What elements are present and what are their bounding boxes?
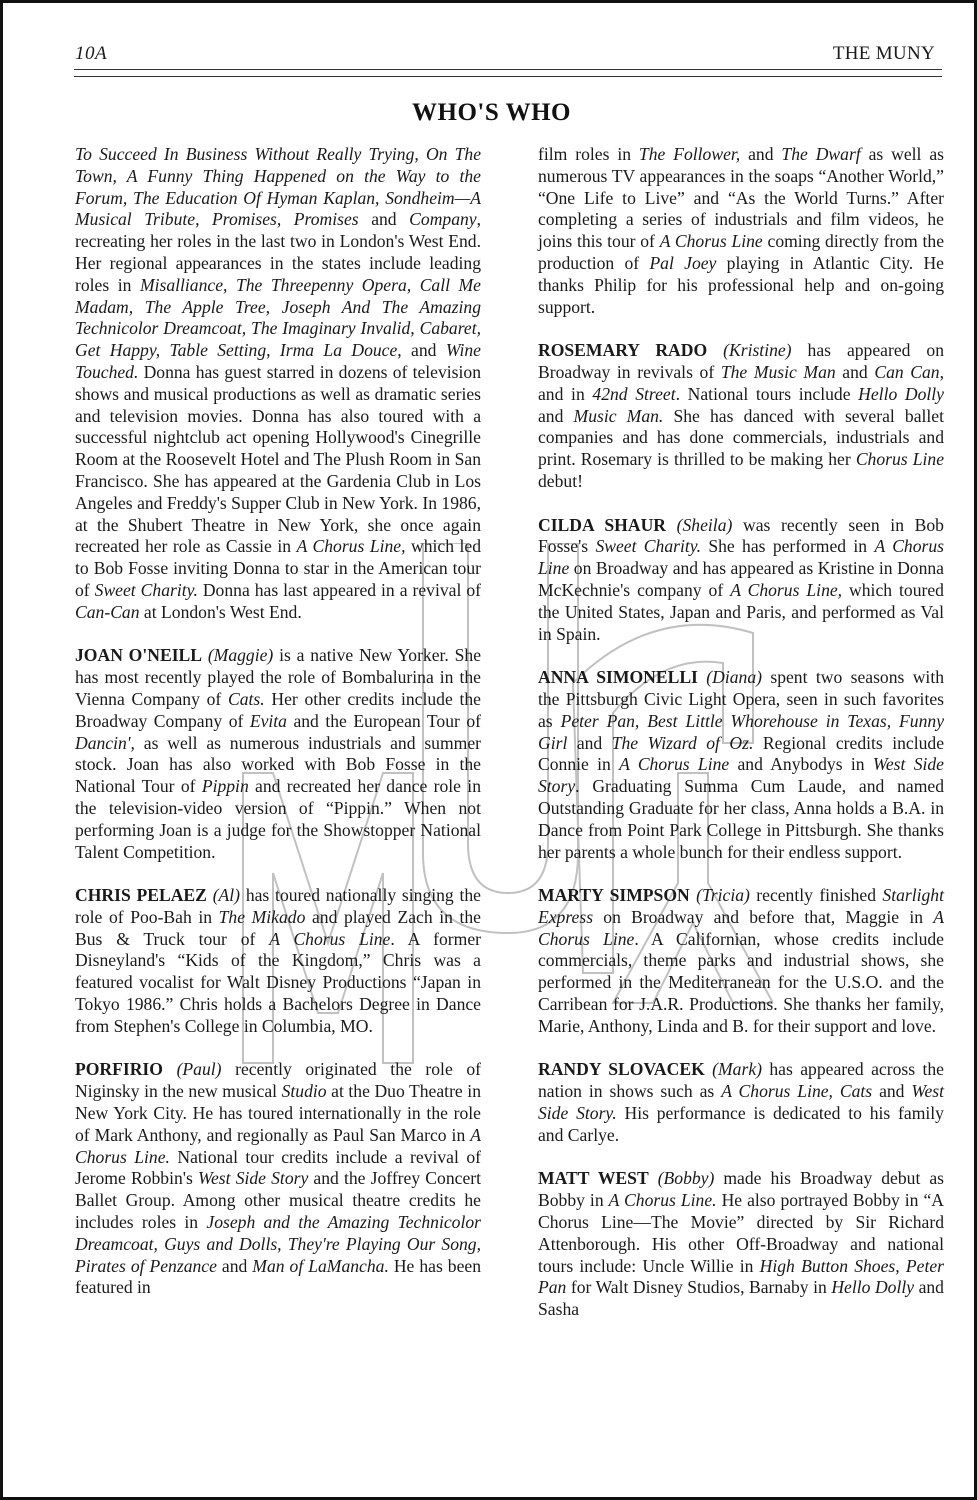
bio-text: was recently seen in Bob Fosse's (538, 514, 944, 557)
bio-entry (538, 885, 944, 1038)
italic-title-text: A Chorus Line. (608, 1190, 717, 1211)
character-role: (Diana) (706, 667, 762, 688)
italic-title-text: Pal Joey (649, 252, 717, 273)
italic-title-text: Sweet Charity. (94, 579, 198, 600)
italic-title-text: A Chorus Line, Cats (721, 1081, 873, 1102)
italic-title-text: Dancin', (75, 732, 135, 753)
bio-text: has toured nationally singing the role of Poo-Bah in (75, 885, 481, 927)
bio-text: as well as numerous TV appearances in the soaps “Another World,” “One Life to Live” and “As the World Turns.” After completing a series of industrials and film videos, he joins this tour of (538, 144, 945, 252)
bio-text: and (872, 1081, 912, 1102)
italic-title-text: Peter Pan, Best Little Whorehouse in Texas, Funny Girl (538, 710, 944, 753)
italic-title-text: West Side Story (538, 754, 944, 797)
bio-text: and Sasha (538, 1277, 944, 1320)
italic-title-text: Hello Dolly (831, 1277, 915, 1298)
bio-text: National tour credits include a revival of Jerome Robbin's (75, 1146, 481, 1189)
bio-text: He also portrayed Bobby in “A Chorus Line—The Movie” directed by Sir Richard Attenborough. His other Off-Broadway and national tours include: Uncle Willie in (538, 1190, 945, 1276)
bio-text: recently originated the role of Niginsky in the new musical (75, 1059, 481, 1102)
bio-text: at the Duo Theatre in New York City. He has toured internationally in the role of Mark Anthony, and regionally as Paul San Marco in (75, 1081, 481, 1145)
italic-title-text: A Chorus Line, (296, 536, 406, 557)
italic-title-text: The Mikado (218, 906, 306, 927)
bio-text: film roles in (538, 144, 639, 164)
header-rule-bottom (74, 76, 942, 77)
bio-text: recently finished (749, 885, 883, 906)
bio-text: for Walt Disney Studios, Barnaby in (566, 1277, 832, 1298)
character-role: (Bobby) (657, 1168, 715, 1189)
page-number: 10A (75, 43, 108, 64)
bio-continued (75, 144, 481, 624)
bio-text: Donna has last appeared in a revival of (197, 579, 481, 600)
bio-text: and (216, 1255, 253, 1276)
italic-title-text: The Wizard of Oz. (611, 732, 754, 753)
performer-name: RANDY SLOVACEK (538, 1059, 705, 1080)
bio-text: and the European Tour of (286, 710, 481, 731)
bio-text: She has danced with several ballet companies and has done commercials, industrials and print. Rosemary is thrilled to be making her (538, 405, 944, 470)
performer-name: ANNA SIMONELLI (538, 667, 698, 688)
character-role: (Mark) (712, 1059, 762, 1080)
bio-text: which led to Bob Fosse inviting Donna to star in the American tour of (75, 536, 481, 600)
bio-entry (538, 515, 944, 646)
italic-title-text: The Dwarf (781, 144, 861, 164)
bio-entry (538, 340, 944, 493)
italic-title-text: Can Can (874, 361, 940, 382)
bio-text: . A former Disneyland's “Kids of the Kingdom,” Chris was a featured vocalist for Walt Disney Productions “Japan in Tokyo 1986.” Chris holds a Bachelors Degree in Dance from Stephen's College in Columbia, MO. (75, 928, 482, 1036)
italic-title-text: Pippin (201, 776, 249, 797)
performer-name: MARTY SIMPSON (538, 885, 690, 906)
bio-text: is a native New Yorker. She has most recently played the role of Bombalurina in the Vienna Company of (75, 645, 481, 709)
bio-text: and played Zach in the Bus & Truck tour of (75, 906, 481, 949)
performer-name: JOAN O'NEILL (75, 645, 203, 666)
left-column (75, 144, 481, 1321)
bio-text: coming directly from the production of (538, 231, 945, 273)
italic-title-text: The Music Man (720, 361, 836, 382)
performer-name: PORFIRIO (75, 1059, 163, 1080)
bio-text: and Anybodys in (729, 754, 873, 775)
bio-entry (538, 1168, 944, 1321)
bio-text: debut! (538, 470, 583, 491)
performer-name: CILDA SHAUR (538, 514, 666, 535)
bio-text: and (567, 732, 612, 753)
italic-title-text: Hello Dolly (858, 383, 944, 404)
italic-title-text: A Chorus Line (269, 928, 391, 949)
bio-text: and (538, 405, 574, 426)
bio-text: , and in (538, 361, 945, 404)
bio-text: has appeared across the nation in shows such as (538, 1059, 944, 1102)
italic-title-text: West Side Story (197, 1168, 309, 1189)
italic-title-text: Joseph and the Amazing Technicolor Dreamcoat, Guys and Dolls, They're Playing Our Song, Pirates of Penzance (75, 1212, 481, 1276)
bio-text: made his Broadway debut as Bobby in (538, 1168, 944, 1211)
character-role: (Sheila) (676, 514, 733, 535)
italic-title-text: Studio (281, 1081, 327, 1102)
italic-title-text: Wine Touched. (75, 340, 481, 382)
italic-title-text: High Button Shoes, Peter Pan (538, 1255, 944, 1298)
italic-title-text: To Succeed In Business Without Really Trying, On The Town, A Funny Thing Happened on the Way to the Forum, The Education Of Hyman Kaplan, Sondheim—A Musical Tribute, Promises, Promises (75, 144, 481, 230)
italic-title-text: Man of LaMancha. (252, 1255, 389, 1276)
bio-text: on Broadway and before that, Maggie in (593, 906, 934, 927)
italic-title-text: A Chorus Line (619, 754, 730, 775)
italic-title-text: Sweet Charity. (595, 536, 701, 557)
italic-title-text: A Chorus Line, (730, 579, 843, 600)
bio-text: Her other credits include the Broadway Company of (75, 688, 481, 731)
character-role: (Paul) (176, 1059, 222, 1080)
bio-text: . National tours include (675, 383, 859, 404)
bio-text: Regional credits include Connie in (538, 732, 944, 775)
bio-text: and (358, 209, 410, 230)
bio-text: and (835, 361, 875, 382)
right-column (538, 144, 944, 1343)
bio-entry (75, 1059, 481, 1299)
italic-title-text: A Chorus Line (538, 536, 945, 579)
italic-title-text: Evita (249, 710, 287, 731)
bio-text: on Broadway and has appeared as Kristine in Donna McKechnie's company of (538, 558, 944, 600)
character-role: (Tricia) (696, 885, 750, 906)
italic-title-text: Misalliance, The Threepenny Opera, Call Me Madam, The Apple Tree, Joseph And The Amazing Technicolor Dreamcoat, The Imaginary Invalid, Cabaret, Get Happy, Table Setting, Irma La Douce, (75, 274, 481, 361)
bio-text: and (401, 340, 446, 361)
italic-title-text: Music Man. (573, 405, 664, 426)
bio-text: Donna has guest starred in dozens of television shows and musical productions as well as dramatic series and television movies. Donna has also toured with a successful nightclub act opening Hollywood's Cinegrille Room at the Roosevelt Hotel and The Plush Room in San Francisco. She has appeared at the Gardenia Club in Los Angeles and Freddy's Supper Club in New York. In 1986, at the Shubert Theatre in New York, she once again recreated her role as Cassie in (75, 361, 481, 557)
bio-text: playing in Atlantic City. He thanks Philip for his professional help and on-going support. (538, 252, 944, 317)
italic-title-text: A Chorus Line (659, 231, 763, 252)
italic-title-text: Company (409, 209, 477, 230)
bio-text: He has been featured in (75, 1255, 482, 1298)
character-role: (Kristine) (723, 340, 792, 361)
bio-text: and (740, 144, 782, 164)
bio-text: as well as numerous industrials and summer stock. Joan has also worked with Bob Fosse in the National Tour of (75, 732, 481, 797)
bio-entry (538, 667, 944, 863)
italic-title-text: West Side Story. (538, 1081, 944, 1124)
italic-title-text: 42nd Street (592, 383, 676, 404)
italic-title-text: Chorus Line (855, 449, 945, 470)
italic-title-text: Can-Can (75, 601, 140, 622)
bio-entry (75, 885, 481, 1038)
bio-text: . Graduating Summa Cum Laude, and named Outstanding Graduate for her class, Anna holds a B.A. in Dance from Point Park College in Pittsburgh. She thanks her parents a whole bunch for their endless support. (538, 776, 944, 862)
bio-text: . A Californian, whose credits include commercials, theme parks and industrial shows, she performed in the Mediterranean for the U.S.O. and the Carribean for J.A.R. Productions. She thanks her family, Marie, Anthony, Linda and B. for their support and love. (538, 928, 944, 1036)
page-title: WHO'S WHO (412, 99, 571, 126)
header-rule-top (74, 69, 942, 70)
bio-text: and the Joffrey Concert Ballet Group. Among other musical theatre credits he includes roles in (75, 1168, 481, 1233)
bio-text: , recreating her roles in the last two in London's West End. Her regional appearances in the states include leading roles in (75, 209, 481, 295)
performer-name: ROSEMARY RADO (538, 340, 708, 361)
italic-title-text: The Follower, (638, 144, 741, 164)
performer-name: CHRIS PELAEZ (75, 885, 207, 906)
performer-name: MATT WEST (538, 1168, 649, 1189)
character-role: (Maggie) (207, 645, 274, 666)
bio-text: which toured the United States, Japan and Paris, and performed as Val in Spain. (538, 579, 944, 644)
italic-title-text: Starlight Express (538, 885, 944, 927)
bio-text: has appeared on Broadway in revivals of (538, 340, 944, 382)
bio-entry (75, 645, 481, 863)
italic-title-text: A Chorus Line. (75, 1124, 481, 1167)
bio-continued (538, 144, 944, 318)
bio-text: at London's West End. (139, 601, 302, 622)
bio-entry (538, 1059, 944, 1146)
bio-text: His performance is dedicated to his family and Carlye. (538, 1103, 944, 1145)
bio-text: spent two seasons with the Pittsburgh Civic Light Opera, seen in such favorites as (538, 667, 945, 731)
character-role: (Al) (212, 885, 241, 906)
running-head: THE MUNY (832, 43, 935, 64)
bio-text: She has performed in (701, 536, 875, 557)
italic-title-text: Cats. (228, 688, 265, 709)
bio-text: and recreated her dance role in the television-video version of “Pippin.” When not performing Joan is a judge for the Showstopper National Talent Competition. (75, 776, 481, 862)
italic-title-text: A Chorus Line (538, 906, 944, 949)
